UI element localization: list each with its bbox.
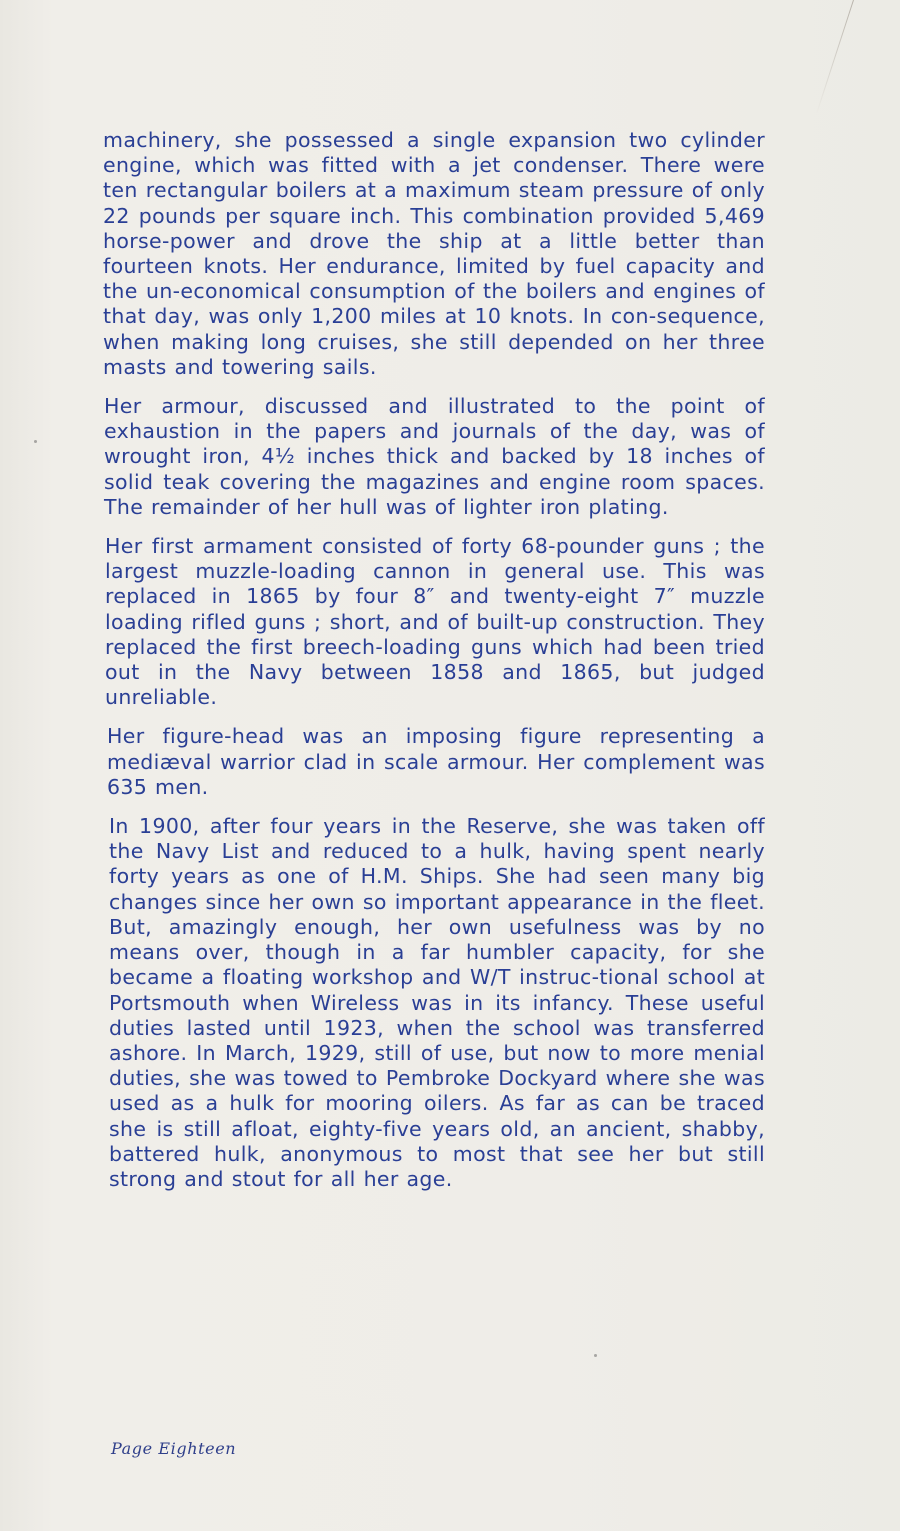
paragraph-armament: Her first armament consisted of forty 68-pounder guns ; the largest muzzle-loading cannon in general use. This was replaced in 1865 by four 8″ and twenty-eight 7″ muzzle loading rifled guns ; short, and of built-up construction. They replaced the first breech-loading guns which had been tried out in the Navy between 1858 and 1865, but judged unreliable.	[105, 534, 765, 710]
paper-fold-mark	[816, 0, 854, 114]
paragraph-machinery: machinery, she possessed a single expansion two cylinder engine, which was fitted with a jet condenser. There were ten rectangular boilers at a maximum steam pressure of only 22 pounds per square inch. This combination provided 5,469 horse-power and drove the ship at a little better than fourteen knots. Her endurance, limited by fuel capacity and the un-economical consumption of the boilers and engines of that day, was only 1,200 miles at 10 knots. In con-sequence, when making long cruises, she still depended on her three masts and towering sails.	[103, 128, 765, 379]
page-number-label: Page Eighteen	[111, 1439, 237, 1458]
body-text	[103, 128, 765, 1206]
paper-speck	[594, 1354, 597, 1357]
paragraph-armour: Her armour, discussed and illustrated to the point of exhaustion in the papers and journals of the day, was of wrought iron, 4½ inches thick and backed by 18 inches of solid teak covering the magazines and engine room spaces. The remainder of her hull was of lighter iron plating.	[104, 394, 765, 519]
paper-speck	[34, 440, 37, 443]
paragraph-later-history: In 1900, after four years in the Reserve, she was taken off the Navy List and reduced to a hulk, having spent nearly forty years as one of H.M. Ships. She had seen many big changes since her own so important appearance in the fleet. But, amazingly enough, her own usefulness was by no means over, though in a far humbler capacity, for she became a floating workshop and W/T instruc-tional school at Portsmouth when Wireless was in its infancy. These useful duties lasted until 1923, when the school was transferred ashore. In March, 1929, still of use, but now to more menial duties, she was towed to Pembroke Dockyard where she was used as a hulk for mooring oilers. As far as can be traced she is still afloat, eighty-five years old, an ancient, shabby, battered hulk, anonymous to most that see her but still strong and stout for all her age.	[109, 814, 765, 1191]
paragraph-figure-head: Her figure-head was an imposing figure representing a mediæval warrior clad in scale armour. Her complement was 635 men.	[107, 724, 765, 799]
